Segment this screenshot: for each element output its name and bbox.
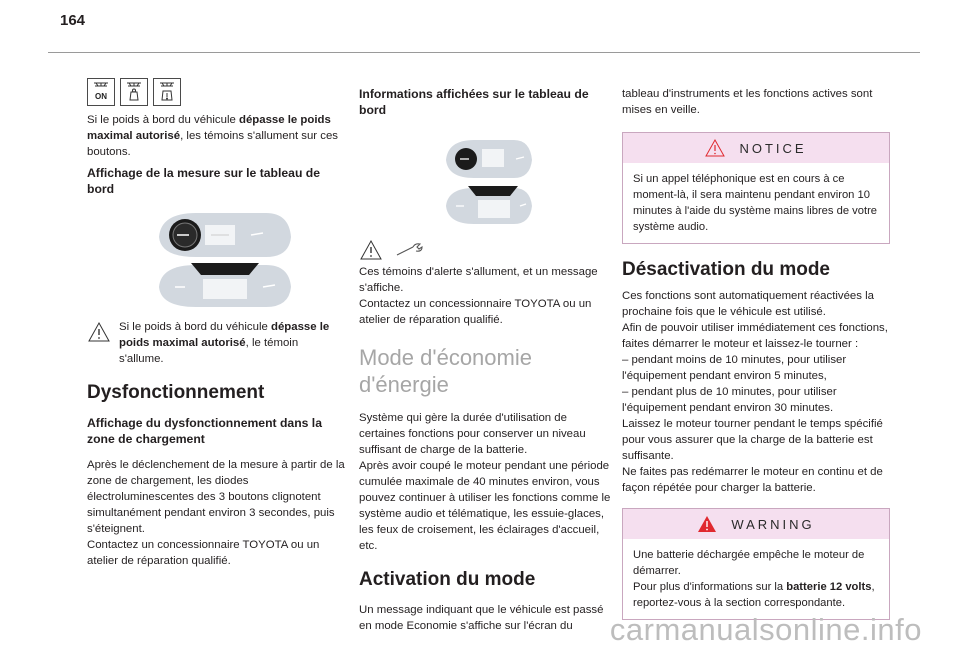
instrument-cluster-illustration [131,209,301,309]
wrench-icon [395,242,425,258]
activation-text: Un message indiquant que le véhicule est passé en mode Economie s'affiche sur l'écran du [359,604,604,632]
dashboard-info-heading: Informations affichées sur le tableau de bord [359,87,589,117]
malfunction-heading: Dysfonctionnement [87,382,265,403]
warning-title: WARNING [731,516,815,532]
top-divider [48,52,920,53]
activation-heading: Activation du mode [359,569,536,590]
notice-triangle-icon [705,139,725,157]
malfunction-text: Après le déclenchement de la mesure à partir de la zone de chargement, les diodes électroluminescentes des 3 boutons clignotent simultanément pendant environ 3 secondes, puis s'éteignent. [87,459,345,535]
contact-dealer-text: Contactez un concessionnaire TOYOTA ou un atelier de réparation qualifié. [87,539,320,567]
contact-dealer-text-2: Contactez un concessionnaire TOYOTA ou un atelier de réparation qualifié. [359,298,592,326]
activation-text-continued: tableau d'instruments et les fonctions actives sont mises en veille. [622,88,873,116]
warning-filled-icon [697,515,717,533]
energy-saving-heading: Mode d'économie d'énergie [359,345,532,397]
column-3 [622,86,890,630]
on-label: ON [95,92,107,101]
deactivation-text-1: Ces fonctions sont automatiquement réactivées la prochaine fois que le véhicule est utilisé. [622,290,874,318]
warning-icons-row [359,236,613,264]
overweight-lamp-text: Si le poids à bord du véhicule dépasse le poids maximal autorisé, le témoin s'allume. [119,321,330,365]
page-number: 164 [60,12,86,29]
warning-lamp-note [87,319,345,367]
column-2 [359,86,613,634]
notice-text: Si un appel téléphonique est en cours à ce moment-là, il sera maintenu pendant environ 10 minutes à l'aide du système mains libres de votre système audio. [633,173,878,233]
warning-header [623,509,889,539]
warning-text-1: Une batterie déchargée empêche le moteur de démarrer. [633,549,865,577]
weight-alert-icon [153,78,181,106]
weight-button-icons [87,78,345,112]
warning-lamps-text: Ces témoins d'alerte s'allument, et un message s'affiche. [359,266,598,294]
warning-text-2: Pour plus d'informations sur la batterie 12 volts, reportez-vous à la section correspondante. [633,581,875,609]
deactivation-text-2: Afin de pouvoir utiliser immédiatement ces fonctions, faites démarrer le moteur et laissez-le tourner : [622,322,888,350]
warning-triangle-icon [87,321,111,343]
weight-load-icon [120,78,148,106]
overweight-buttons-text: Si le poids à bord du véhicule dépasse le poids maximal autorisé, les témoins s'allument sur ces boutons. [87,114,338,158]
notice-box [622,132,890,244]
warning-box [622,508,890,620]
energy-saving-text-1: Système qui gère la durée d'utilisation de certaines fonctions pour conserver un niveau suffisant de charge de la batterie. [359,412,586,456]
deactivation-heading: Désactivation du mode [622,259,830,280]
notice-header [623,133,889,163]
deactivation-bullet-1: – pendant moins de 10 minutes, pour utiliser l'équipement pendant environ 5 minutes, [622,354,847,382]
energy-saving-text-2: Après avoir coupé le moteur pendant une période cumulée maximale de 40 minutes environ, vous pouvez continuer à utiliser les fonctions comme le système audio et télématique, les essuie-glaces, les feux de croisement, les éclairages d'accueil, etc. [359,460,611,552]
dashboard-warning-illustration [436,136,536,226]
loading-zone-malfunction-heading: Affichage du dysfonctionnement dans la zone de chargement [87,416,322,446]
deactivation-bullet-2: – pendant plus de 10 minutes, pour utiliser l'équipement pendant environ 30 minutes. [622,386,837,414]
notice-title: NOTICE [739,140,807,156]
deactivation-text-4: Ne faites pas redémarrer le moteur en continu et de façon répétée pour charger la batterie. [622,466,883,494]
watermark: carmanualsonline.info [609,612,922,647]
warning-triangle-icon [359,239,383,261]
weight-on-icon [87,78,115,106]
measure-display-heading: Affichage de la mesure sur le tableau de bord [87,166,320,196]
deactivation-text-3: Laissez le moteur tourner pendant le temps spécifié pour vous assurer que la charge de la batterie est suffisante. [622,418,883,462]
column-1 [87,78,345,569]
